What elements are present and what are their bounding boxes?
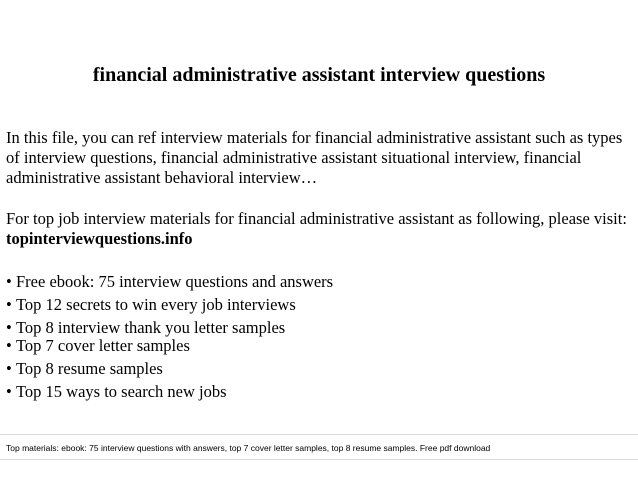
bullet-icon: • bbox=[6, 359, 12, 378]
intro-paragraph: In this file, you can ref interview materials for financial administrative assistant such as types of interview questions, financial administrative assistant situational interview, financial administrative assistant behavioral interview… bbox=[6, 128, 623, 187]
footer-bar: Top materials: ebook: 75 interview questions with answers, top 7 cover letter samples, top 8 resume samples. Free pdf download bbox=[0, 434, 638, 460]
bullet-icon: • bbox=[6, 336, 12, 355]
list-item-text: Top 15 ways to search new jobs bbox=[16, 382, 227, 401]
list-item-text: Free ebook: 75 interview questions and answers bbox=[16, 272, 334, 291]
bullet-icon: • bbox=[6, 318, 12, 337]
bullet-icon: • bbox=[6, 382, 12, 401]
bullet-list bbox=[6, 272, 634, 405]
list-item bbox=[6, 318, 634, 336]
list-item bbox=[6, 272, 634, 295]
page-title: financial administrative assistant interview questions bbox=[92, 64, 546, 86]
site-link[interactable]: topinterviewquestions.info bbox=[6, 229, 193, 248]
visit-text: For top job interview materials for financial administrative assistant as following, please visit: bbox=[6, 209, 627, 228]
list-item bbox=[6, 295, 634, 318]
list-item-text: Top 8 interview thank you letter samples bbox=[16, 318, 286, 337]
bullet-icon: • bbox=[6, 295, 12, 314]
list-item bbox=[6, 359, 634, 382]
list-item-text: Top 12 secrets to win every job interviews bbox=[16, 295, 296, 314]
list-item-text: Top 7 cover letter samples bbox=[16, 336, 190, 355]
list-item-text: Top 8 resume samples bbox=[16, 359, 163, 378]
bullet-icon: • bbox=[6, 272, 12, 291]
visit-paragraph bbox=[6, 209, 634, 249]
list-item bbox=[6, 336, 634, 359]
list-item bbox=[6, 382, 634, 405]
